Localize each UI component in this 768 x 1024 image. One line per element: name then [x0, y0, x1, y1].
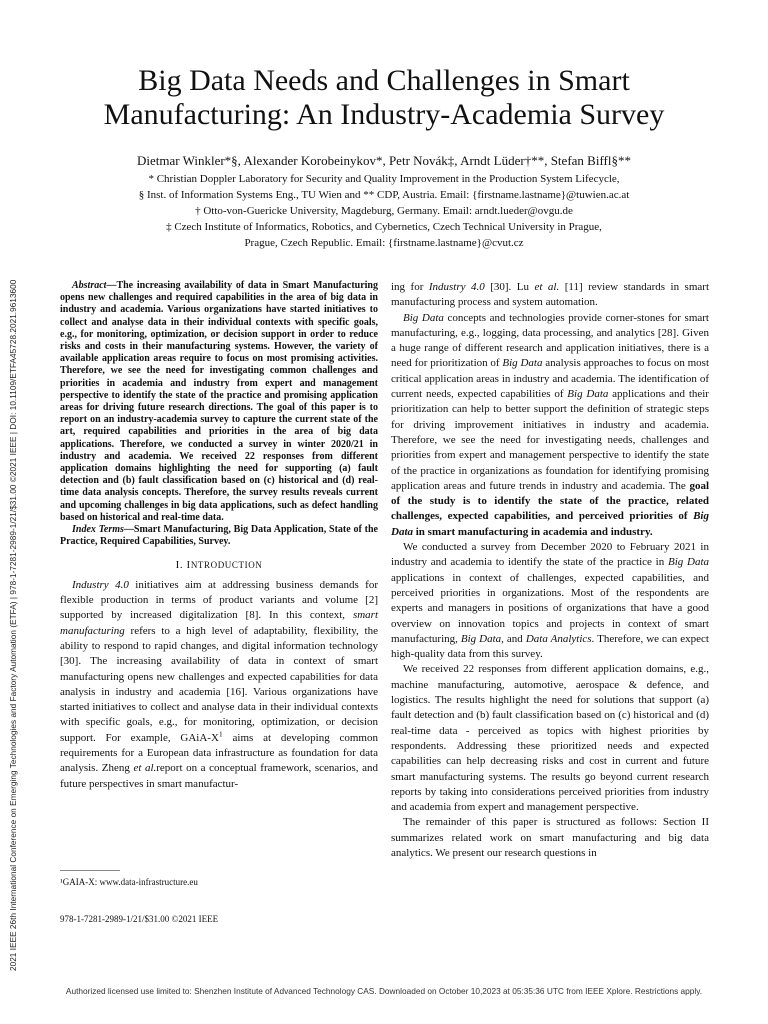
affiliation-5: Prague, Czech Republic. Email: {firstname.lastname}@cvut.cz	[244, 237, 524, 249]
affiliation-1: * Christian Doppler Laboratory for Security and Quality Improvement in the Production System Lifecycle,	[148, 173, 620, 185]
paper-title	[40, 64, 728, 132]
affiliation-2: § Inst. of Information Systems Eng., TU Wien and ** CDP, Austria. Email: {firstname.lastname}@tuwien.ac.at	[138, 189, 630, 201]
sidebar-publication-info	[6, 60, 20, 980]
copyright-line: 978-1-7281-2989-1/21/$31.00 ©2021 IEEE	[60, 914, 219, 924]
title-line-2: Manufacturing: An Industry-Academia Survey	[103, 98, 665, 131]
title-line-1: Big Data Needs and Challenges in Smart	[138, 64, 630, 97]
right-paragraph-3: We conducted a survey from December 2020 to February 2021 in industry and academia to identify the state of the practice in Big Data applications in context of challenges, expected capabilities, and perceived priorities in organizations. Most of the respondents are experts and managers in positions of organizations that have a good overview on innovation topics and projects in context of smart manufacturing, Big Data, and Data Analytics. Therefore, we can expect high-quality data from this survey.	[391, 541, 710, 661]
right-column	[391, 280, 709, 861]
footnote-rule	[60, 870, 120, 871]
affiliation-4: ‡ Czech Institute of Informatics, Robotics, and Cybernetics, Czech Technical University in Prague,	[166, 221, 602, 233]
right-paragraph-1: ing for Industry 4.0 [30]. Lu et al. [11] review standards in smart manufacturing process and system automation.	[391, 281, 710, 309]
footnote: ¹GAIA-X: www.data-infrastructure.eu	[60, 877, 198, 887]
affiliation-3: † Otto-von-Guericke University, Magdeburg, Germany. Email: arndt.lueder@ovgu.de	[195, 205, 573, 217]
authorized-use-notice: Authorized licensed use limited to: Shenzhen Institute of Advanced Technology CAS. Downloaded on October 10,2023 at 05:35:36 UTC from IEEE Xplore. Restrictions apply.	[65, 986, 703, 996]
right-paragraph-2: Big Data concepts and technologies provide corner-stones for smart manufacturing, e.g., logging, data processing, and analytics [28]. Given a huge range of different research and application initiatives, there is a need for prioritization of Big Data analysis approaches to focus on most critical application areas in industry and academia. The identification of current needs, expected capabilities of Big Data applications and their prioritization can help to better support the definition of strategic steps for driving improvement initiatives in industry and academia. Therefore, we see the need for investigating needs, challenges and priorities from expert and management perspective to identify the state of the practice in organizations as foundation for identifying promising application areas and future trends in industry and academia. The goal of the study is to identify the state of the practice, related challenges, expected capabilities, and perceived priorities of Big Data in smart manufacturing in academia and industry.	[391, 311, 710, 538]
section-heading-introduction: I. INTRODUCTION	[175, 559, 263, 572]
right-paragraph-5: The remainder of this paper is structured as follows: Section II summarizes related work on smart manufacturing and big data analytics. We present our research questions in	[391, 816, 709, 859]
authors: Dietmar Winkler*§, Alexander Korobeinykov*, Petr Novák‡, Arndt Lüder†**, Stefan Biffl§**	[137, 153, 631, 168]
abstract: Abstract—The increasing availability of data in Smart Manufacturing opens new challenges and required capabilities in the area of big data in industry and academia. Various organizations have started initiatives to collect and analyse data in their individual contexts with specific goals, e.g., for monitoring, optimization, or decision support in order to reduce risks and costs in their manufacturing systems. However, the variety of available application areas require to focus on most promising activities. Therefore, we see the need for investigating common challenges and priorities in academia and industry from expert and management perspective to identify the state of the practice and promising application areas for driving future research directions. The goal of this paper is to report on an industry-academia survey to capture the current state of the art, required capabilities and priorities in the area of big data applications. Therefore, we conducted a survey in winter 2020/21 in industry and academia. We received 22 responses from different application domains highlighting the need for supporting (a) fault detection and (b) fault classification based on (c) historical and (d) real-time data analysis concepts. Therefore, the survey results reveals current and upcoming challenges in big data applications, such as defect handling based on historical and real-time data.	[60, 280, 378, 523]
right-paragraph-4: We received 22 responses from different application domains, e.g., machine manufacturing, automotive, aerospace & defence, and logistics. The results highlight the need for solutions that support (a) fault detection and (b) fault classification based on (c) historical and (d) real-time data - perceived as topics with highest priorities by respondents. Addressing these prioritized needs and expected capabilities can help decreasing risks and cost in current and future smart manufacturing systems. The results go beyond current research reports by taking into considerations perceived priorities from industry and academia from expert and management perspective.	[391, 663, 709, 814]
sidebar-text: 2021 IEEE 26th International Conference on Emerging Technologies and Factory Automation (ETFA) | 978-1-7281-2989-1/21/$31.00 ©2021 IEEE | DOI: 10.1109/ETFA45728.2021.9613600	[9, 279, 18, 971]
left-column	[60, 280, 378, 792]
intro-paragraph: Industry 4.0 initiatives aim at addressing business demands for flexible production in terms of product variants and volume [2] supported by increased digitalization [8]. In this context, smart manufacturing refers to a high level of adaptability, flexibility, the ability to respond to rapid changes, and digital information technology [30]. The increasing availability of data in context of smart manufacturing opens new challenges and expected capabilities for data analysis in industry and academia [16]. Various organizations have started initiatives to collect and analyse data in their individual contexts with specific goals, e.g., for monitoring, optimization, or decision support. For example, GAiA-$X^1$ aims at developing common requirements for a European data infrastructure as foundation for data analysis. Zheng et al.report on a conceptual framework, scenarios, and future perspectives in smart manufactur-	[60, 578, 378, 790]
index-terms: Index Terms—Smart Manufacturing, Big Data Application, State of the Practice, Required Capabilities, Survey.	[60, 524, 378, 548]
